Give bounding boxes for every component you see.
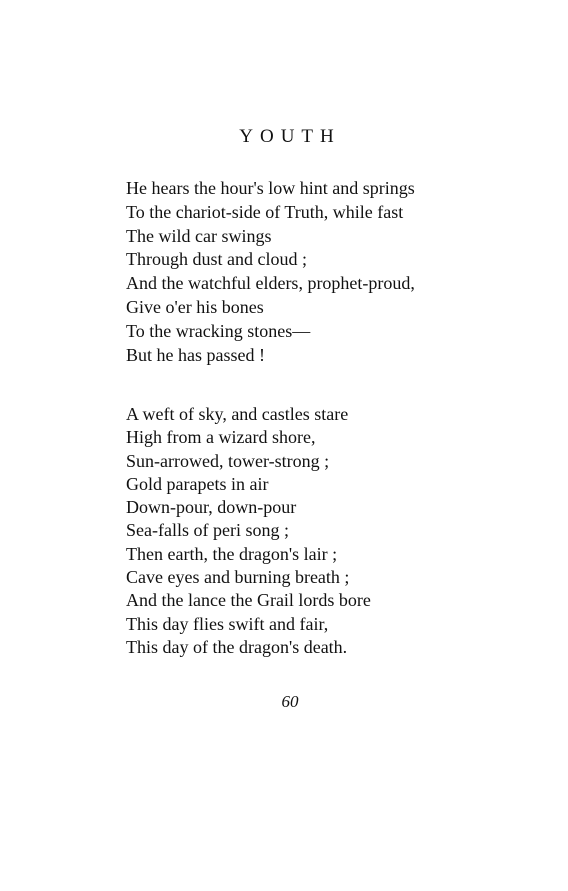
poem-line: Through dust and cloud ; [126,249,307,270]
poem-line: This day of the dragon's death. [126,636,348,657]
poem-line: But he has passed ! [126,344,265,365]
poem-line: Sun-arrowed, tower-strong ; [126,450,330,471]
poem-line: Give o'er his bones [126,296,264,317]
poem-line: This day flies swift and fair, [126,613,329,634]
poem-line: To the wracking stones— [126,320,311,341]
poem-line: The wild car swings [126,225,272,246]
stanza-2 [126,403,371,659]
poem-line: A weft of sky, and castles stare [126,404,349,424]
poem-line: And the watchful elders, prophet-proud, [126,273,415,294]
poem-line: And the lance the Grail lords bore [126,590,371,611]
stanza-1 [126,177,415,367]
poem-line: Cave eyes and burning breath ; [126,567,350,588]
page-number: 60 [281,692,299,711]
poem-line: High from a wizard shore, [126,427,316,448]
poem-title: YOUTH [239,126,341,147]
poem-line: Then earth, the dragon's lair ; [126,543,338,564]
poem-line: Down-pour, down-pour [126,497,297,518]
poem-line: Sea-falls of peri song ; [126,520,289,541]
poem-line: He hears the hour's low hint and springs [126,178,415,198]
poem-line: Gold parapets in air [126,473,269,494]
poem-line: To the chariot-side of Truth, while fast [126,201,404,222]
